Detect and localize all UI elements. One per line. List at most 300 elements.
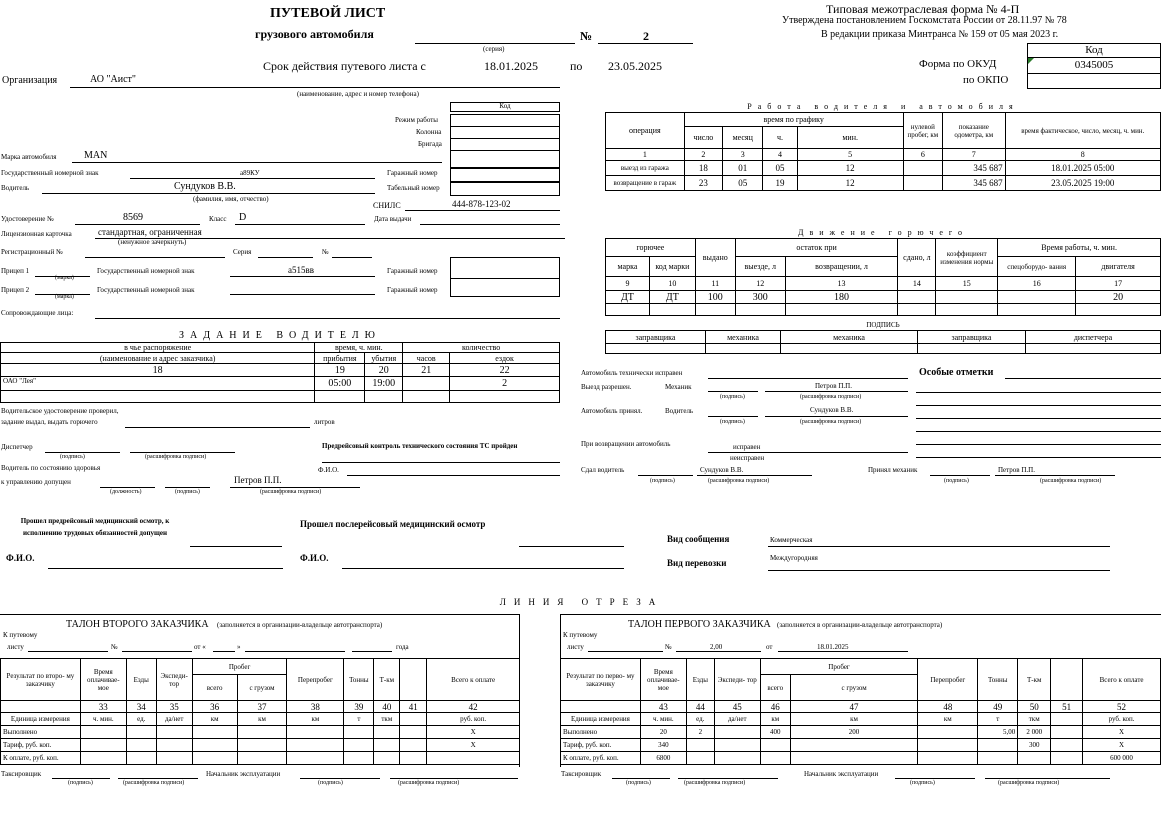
acc-driver-name[interactable]: Сундуков В.В. [810, 406, 854, 414]
talon1-taxman-sign: (подпись) [626, 780, 651, 786]
accepted-sign-hint: (подпись) [944, 478, 969, 484]
class-label: Класс [209, 215, 227, 223]
trailer2-label: Прицеп 2 [1, 286, 30, 294]
sign-title: ПОДПИСЬ [866, 321, 900, 329]
table-cell[interactable]: 2 [450, 377, 560, 391]
table-cell[interactable]: 200 [790, 726, 918, 739]
table-cell[interactable]: 600 000 [1083, 752, 1161, 765]
table-cell [1051, 713, 1083, 726]
table-cell [237, 726, 287, 739]
table-cell[interactable]: 20 [640, 726, 686, 739]
work-mode-label: Режим работы [395, 116, 439, 124]
position-hint: (должность) [110, 489, 142, 495]
table-cell: 48 [918, 701, 978, 713]
table-cell: 47 [790, 701, 918, 713]
table-cell: Единица измерения [561, 713, 641, 726]
med-post-label: Прошел послерейсовый медицинский осмотр [300, 519, 486, 529]
table-cell: время, ч. мин. [315, 343, 403, 353]
talon2-taxman: Таксировщик [1, 770, 42, 778]
table-cell: Выполнено [1, 726, 81, 739]
exit-allowed-label: Выезд разрешен. [581, 383, 632, 391]
table-cell: Результат по перво- му заказчику [561, 659, 641, 701]
msg-type-label: Вид сообщения [667, 534, 730, 544]
table-cell [80, 752, 126, 765]
table-cell[interactable]: 18.01.2025 05:00 [1005, 161, 1160, 176]
table-cell[interactable]: 345 687 [943, 176, 1006, 191]
trailer1-state-label: Государственный номерной знак [97, 267, 195, 275]
table-cell: 22 [450, 364, 560, 377]
tab-number-label: Табельный номер [387, 184, 440, 192]
table-cell: возвращение в гараж [606, 176, 685, 191]
table-cell: км [790, 713, 918, 726]
table-cell: 14 [898, 277, 936, 291]
table-cell [156, 752, 192, 765]
table-cell: с грузом [237, 675, 287, 701]
talon1-chief-decode: (расшифровка подписи) [998, 780, 1060, 786]
accepted-mech-label: Принял механик [868, 466, 918, 474]
garage-number-label: Гаражный номер [387, 169, 438, 177]
table-cell [898, 304, 936, 316]
table-cell: сдано, л [898, 239, 936, 277]
allowed-sign-hint: (подпись) [175, 489, 200, 495]
table-cell: выдано [695, 239, 735, 277]
table-cell[interactable]: 19:00 [365, 377, 403, 391]
table-cell [400, 713, 427, 726]
table-cell [936, 304, 998, 316]
table-row [561, 752, 1161, 765]
table-row [1, 739, 520, 752]
table-cell [450, 391, 560, 403]
table-cell [781, 344, 918, 354]
talon1-date[interactable]: 18.01.2025 [817, 643, 849, 651]
doc-number[interactable]: 2 [643, 29, 649, 43]
task-table [0, 342, 560, 403]
table-cell: ч. мин. [80, 713, 126, 726]
table-cell[interactable]: 20 [1076, 291, 1161, 304]
talon1-list: листу [567, 643, 584, 651]
escort-label: Сопровождающие лица: [1, 309, 74, 317]
table-cell: 43 [640, 701, 686, 713]
acc-driver-label: Водитель [665, 407, 694, 415]
table-cell: км [192, 713, 237, 726]
table-cell: 15 [936, 277, 998, 291]
trailer1-number[interactable]: а515вв [288, 265, 314, 275]
return-ok[interactable]: исправен [733, 443, 761, 451]
table-cell: ездок [450, 353, 560, 364]
table-cell: Экспеди- тор [714, 659, 760, 701]
sign-table [605, 330, 1161, 354]
table-cell [403, 391, 450, 403]
table-cell[interactable]: 18 [684, 161, 722, 176]
table-cell [427, 752, 520, 765]
car-accepted-label: Автомобиль принял. [581, 407, 643, 415]
table-cell: 40 [374, 701, 400, 713]
table-cell[interactable]: 300 [1018, 739, 1051, 752]
table-cell: Единица измерения [1, 713, 81, 726]
table-cell: 4 [763, 149, 797, 161]
table-cell: 9 [606, 277, 650, 291]
series-label: (серия) [483, 45, 505, 53]
table-cell[interactable]: 5,00 [978, 726, 1018, 739]
table-cell [1076, 304, 1161, 316]
table-cell[interactable]: 400 [760, 726, 790, 739]
table-row [1, 377, 560, 391]
table-cell [790, 739, 918, 752]
table-cell: 44 [686, 701, 714, 713]
talon2-chief-decode: (расшифровка подписи) [398, 780, 460, 786]
fuel-issue-label: задание выдал, выдать горючего [1, 418, 98, 426]
table-cell: Тонны [978, 659, 1018, 701]
fuel-table-title: Движение горючего [797, 228, 968, 237]
table-cell [790, 752, 918, 765]
table-cell [365, 391, 403, 403]
table-cell: ед. [686, 713, 714, 726]
table-cell [344, 752, 374, 765]
table-cell: 3 [723, 149, 763, 161]
table-cell [400, 739, 427, 752]
table-cell: т [344, 713, 374, 726]
table-cell: Т-км [1018, 659, 1051, 701]
state-number[interactable]: а89КУ [240, 169, 260, 177]
table-cell: 38 [287, 701, 344, 713]
talon2-note: (заполняется в организации-владельце автотранспорта) [217, 621, 383, 629]
table-cell: число [684, 127, 722, 149]
table-cell [344, 739, 374, 752]
handed-sign-hint: (подпись) [650, 478, 675, 484]
table-cell[interactable]: 12 [797, 161, 903, 176]
table-row [1, 752, 520, 765]
table-cell: км [287, 713, 344, 726]
table-cell: 5 [797, 149, 903, 161]
fuel-table [605, 238, 1161, 316]
doctor-name[interactable]: Петров П.П. [234, 475, 282, 485]
table-cell: Всего к оплате [1083, 659, 1161, 701]
table-cell[interactable]: 05 [723, 176, 763, 191]
table-cell[interactable]: 180 [785, 291, 898, 304]
table-row [561, 726, 1161, 739]
table-cell: Тариф, руб. коп. [1, 739, 81, 752]
table-cell: Перепробег [287, 659, 344, 701]
table-row [606, 161, 1161, 176]
table-cell [126, 726, 156, 739]
health-label: Водитель по состоянию здоровья [1, 464, 101, 472]
table-cell: месяц [723, 127, 763, 149]
doc-title: ПУТЕВОЙ ЛИСТ [270, 6, 386, 21]
talon1-taxman-decode: (расшифровка подписи) [684, 780, 746, 786]
left-code-label: Код [499, 102, 511, 110]
lic-card-hint: (ненужное зачеркнуть) [118, 238, 187, 246]
table-cell [1051, 752, 1083, 765]
table-cell: 11 [695, 277, 735, 291]
table-cell [403, 377, 450, 391]
number-sign: № [580, 29, 593, 43]
table-cell: Выполнено [561, 726, 641, 739]
mechanic-decode-hint: (расшифровка подписи) [800, 394, 862, 400]
table-cell: (наименование и адрес заказчика) [1, 353, 315, 364]
table-cell: марка [606, 257, 650, 277]
talon2-taxman-sign: (подпись) [68, 780, 93, 786]
table-cell [686, 752, 714, 765]
talon1-chief: Начальник эксплуатации [804, 770, 879, 778]
table-cell: X [427, 739, 520, 752]
table-cell: горючее [606, 239, 696, 257]
table-cell: 8 [1005, 149, 1160, 161]
table-cell [735, 304, 785, 316]
trailer2-state-label: Государственный номерной знак [97, 286, 195, 294]
table-cell[interactable]: 300 [735, 291, 785, 304]
table-cell [287, 726, 344, 739]
table-cell: механика [706, 331, 781, 344]
talon2-taxman-decode: (расшифровка подписи) [123, 780, 185, 786]
table-cell [918, 726, 978, 739]
table-cell [400, 752, 427, 765]
table-cell [760, 739, 790, 752]
validity-from[interactable]: 18.01.2025 [484, 59, 538, 73]
transport-type-value[interactable]: Междугородняя [770, 554, 818, 562]
table-cell [237, 752, 287, 765]
table-cell: X [1083, 726, 1161, 739]
table-cell [998, 291, 1076, 304]
msg-type-value[interactable]: Коммерческая [770, 536, 813, 544]
table-cell[interactable]: ОАО "Лея" [1, 377, 315, 391]
cut-line: ЛИНИЯ ОТРЕЗА [499, 597, 664, 607]
med-pre-label: Прошел предрейсовый медицинский осмотр, к исполнению трудовых обязанностей допущен [20, 517, 170, 537]
car-brand-label: Марка автомобиля [1, 153, 57, 161]
table-cell: часов [403, 353, 450, 364]
org-label: Организация [2, 75, 58, 86]
okud-value[interactable]: 0345005 [1074, 59, 1114, 71]
acc-driver-sign-hint: (подпись) [720, 419, 745, 425]
trailer1-garage-label: Гаражный номер [387, 267, 438, 275]
table-cell: 16 [998, 277, 1076, 291]
table-cell: км [237, 713, 287, 726]
table-cell: 21 [403, 364, 450, 377]
table-row [561, 739, 1161, 752]
dispatcher-label: Диспетчер [1, 443, 33, 451]
table-cell [287, 752, 344, 765]
table-cell[interactable]: 05 [763, 161, 797, 176]
table-cell [374, 752, 400, 765]
table-cell [192, 739, 237, 752]
org-hint: (наименование, адрес и номер телефона) [297, 90, 419, 98]
form-name: Типовая межотраслевая форма № 4-П [826, 2, 1020, 16]
table-cell[interactable]: 05:00 [315, 377, 365, 391]
mechanic-label: Механик [665, 383, 692, 391]
handed-driver-name[interactable]: Сундуков В.В. [700, 466, 744, 474]
table-cell: 7 [943, 149, 1006, 161]
table-cell: 42 [427, 701, 520, 713]
table-cell: Пробег [760, 659, 918, 675]
table-cell: с грузом [790, 675, 918, 701]
table-cell [918, 344, 1026, 354]
table-cell: механика [781, 331, 918, 344]
snils-label: СНИЛС [373, 201, 401, 210]
table-cell [898, 291, 936, 304]
license-number[interactable]: 8569 [123, 212, 143, 223]
lic-card-label: Лицензионная карточка [1, 230, 72, 238]
table-cell [400, 659, 427, 701]
table-cell: 46 [760, 701, 790, 713]
table-cell [1, 391, 315, 403]
table-cell [903, 161, 942, 176]
table-cell: Всего к оплате [427, 659, 520, 701]
table-cell [561, 701, 641, 713]
table-cell [374, 739, 400, 752]
table-cell: руб. коп. [427, 713, 520, 726]
acc-driver-decode-hint: (расшифровка подписи) [800, 419, 862, 425]
table-cell [998, 304, 1076, 316]
talon1-table [560, 658, 1161, 765]
talon1-num-value[interactable]: 2,00 [710, 643, 723, 651]
table-cell [706, 344, 781, 354]
table-cell[interactable]: 340 [640, 739, 686, 752]
talon2-chief: Начальник эксплуатации [206, 770, 281, 778]
return-not-ok[interactable]: неисправен [730, 454, 765, 462]
h-odometer: показание одометра, км [943, 113, 1006, 149]
column-label: Колонна [416, 128, 442, 136]
table-cell [80, 739, 126, 752]
talon2-year: года [396, 643, 409, 651]
table-cell [1051, 739, 1083, 752]
table-cell: 17 [1076, 277, 1161, 291]
reg-number-label: Регистрационный № [1, 248, 63, 256]
lic-card-value[interactable]: стандартная, ограниченная [98, 227, 202, 237]
table-cell [978, 752, 1018, 765]
table-cell [606, 344, 706, 354]
driver-name[interactable]: Сундуков В.В. [174, 181, 236, 192]
table-cell [1051, 659, 1083, 701]
table-cell [192, 752, 237, 765]
table-cell: заправщика [918, 331, 1026, 344]
table-cell: 18 [1, 364, 315, 377]
table-cell: 1 [606, 149, 685, 161]
table-cell: ткм [374, 713, 400, 726]
table-cell [978, 739, 1018, 752]
table-cell: Результат по второ- му заказчику [1, 659, 81, 701]
precheck-fio-label: Ф.И.О. [318, 466, 339, 474]
table-cell: коэффициент изменения нормы [936, 239, 998, 277]
table-cell[interactable]: 19 [763, 176, 797, 191]
table-row [606, 291, 1161, 304]
table-cell [1, 701, 81, 713]
table-cell[interactable]: 01 [723, 161, 763, 176]
table-cell: 39 [344, 701, 374, 713]
table-cell[interactable]: 345 687 [943, 161, 1006, 176]
talon1-title: ТАЛОН ПЕРВОГО ЗАКАЗЧИКА [628, 619, 771, 630]
table-cell: Тонны [344, 659, 374, 701]
table-cell: код марки [649, 257, 695, 277]
table-cell[interactable]: 12 [797, 176, 903, 191]
table-cell: да/нет [714, 713, 760, 726]
table-cell: спецоборудо- вания [998, 257, 1076, 277]
table-row [1, 726, 520, 739]
table-cell[interactable]: 23.05.2025 19:00 [1005, 176, 1160, 191]
driver-label: Водитель [1, 184, 30, 192]
table-cell: двигателя [1076, 257, 1161, 277]
table-cell[interactable]: 2 000 [1018, 726, 1051, 739]
table-cell[interactable]: ДТ [649, 291, 695, 304]
allowed-label: к управлению допущен [1, 478, 71, 486]
table-cell: выезд из гаража [606, 161, 685, 176]
table-cell: К оплате, руб. коп. [561, 752, 641, 765]
table-cell [156, 739, 192, 752]
accepted-decode-hint: (расшифровка подписи) [1040, 478, 1102, 484]
license-class[interactable]: D [239, 212, 247, 223]
table-cell[interactable]: ДТ [606, 291, 650, 304]
table-cell[interactable]: 100 [695, 291, 735, 304]
license-checked-label: Водительское удостоверение проверил, [1, 407, 119, 415]
table-cell: Время работы, ч. мин. [998, 239, 1161, 257]
table-cell [156, 726, 192, 739]
table-cell: X [1083, 739, 1161, 752]
table-cell[interactable]: 2 [686, 726, 714, 739]
table-cell: 51 [1051, 701, 1083, 713]
table-cell: 13 [785, 277, 898, 291]
talon1-chief-sign: (подпись) [910, 780, 935, 786]
validity-to[interactable]: 23.05.2025 [608, 59, 662, 73]
table-cell [760, 752, 790, 765]
talon2-to-list: К путевому [3, 631, 38, 639]
talon1-num: № [665, 643, 672, 651]
table-cell: 36 [192, 701, 237, 713]
table-cell [918, 739, 978, 752]
table-cell: Т-км [374, 659, 400, 701]
brigade-label: Бригада [418, 140, 442, 148]
mechanic-sign-hint: (подпись) [720, 394, 745, 400]
trailer1-label: Прицеп 1 [1, 267, 30, 275]
talon1-taxman: Таксировщик [561, 770, 602, 778]
table-cell [918, 752, 978, 765]
table-cell [344, 726, 374, 739]
table-cell: км [760, 713, 790, 726]
table-cell: Тариф, руб. коп. [561, 739, 641, 752]
doc-subtitle: грузового автомобиля [255, 27, 374, 41]
table-cell: мин. [797, 127, 903, 149]
license-label: Удостоверение № [1, 215, 54, 223]
table-cell [936, 291, 998, 304]
h-schedule: время по графику [684, 113, 903, 127]
talon1-from: от [766, 643, 773, 651]
talon2-title: ТАЛОН ВТОРОГО ЗАКАЗЧИКА [66, 619, 209, 630]
accepted-mech-name[interactable]: Петров П.П. [998, 466, 1035, 474]
series-field-label: Серия [233, 248, 252, 256]
car-brand[interactable]: MAN [84, 150, 108, 161]
table-cell[interactable]: 6800 [640, 752, 686, 765]
table-cell: 52 [1083, 701, 1161, 713]
car-ok-label: Автомобиль технически исправен [581, 369, 683, 377]
allowed-decode-hint: (расшифровка подписи) [260, 489, 322, 495]
table-row [606, 176, 1161, 191]
talon2-chief-sign: (подпись) [318, 780, 343, 786]
table-cell: руб. коп. [1083, 713, 1161, 726]
org-value[interactable]: АО "Аист" [90, 74, 136, 85]
snils-value[interactable]: 444-878-123-02 [452, 199, 511, 209]
table-cell: остаток при [735, 239, 898, 257]
mechanic-name[interactable]: Петров П.П. [815, 382, 852, 390]
table-cell: Пробег [192, 659, 287, 675]
table-cell: 20 [365, 364, 403, 377]
table-cell: ч. мин. [640, 713, 686, 726]
table-cell [126, 739, 156, 752]
table-cell: т [978, 713, 1018, 726]
table-cell[interactable]: 23 [684, 176, 722, 191]
table-cell [192, 726, 237, 739]
form-edition: В редакции приказа Минтранса № 159 от 05 мая 2023 г. [821, 29, 1059, 40]
validity-to-label: по [570, 59, 583, 73]
handed-decode-hint: (расшифровка подписи) [708, 478, 770, 484]
table-cell [714, 739, 760, 752]
work-table [605, 112, 1161, 191]
